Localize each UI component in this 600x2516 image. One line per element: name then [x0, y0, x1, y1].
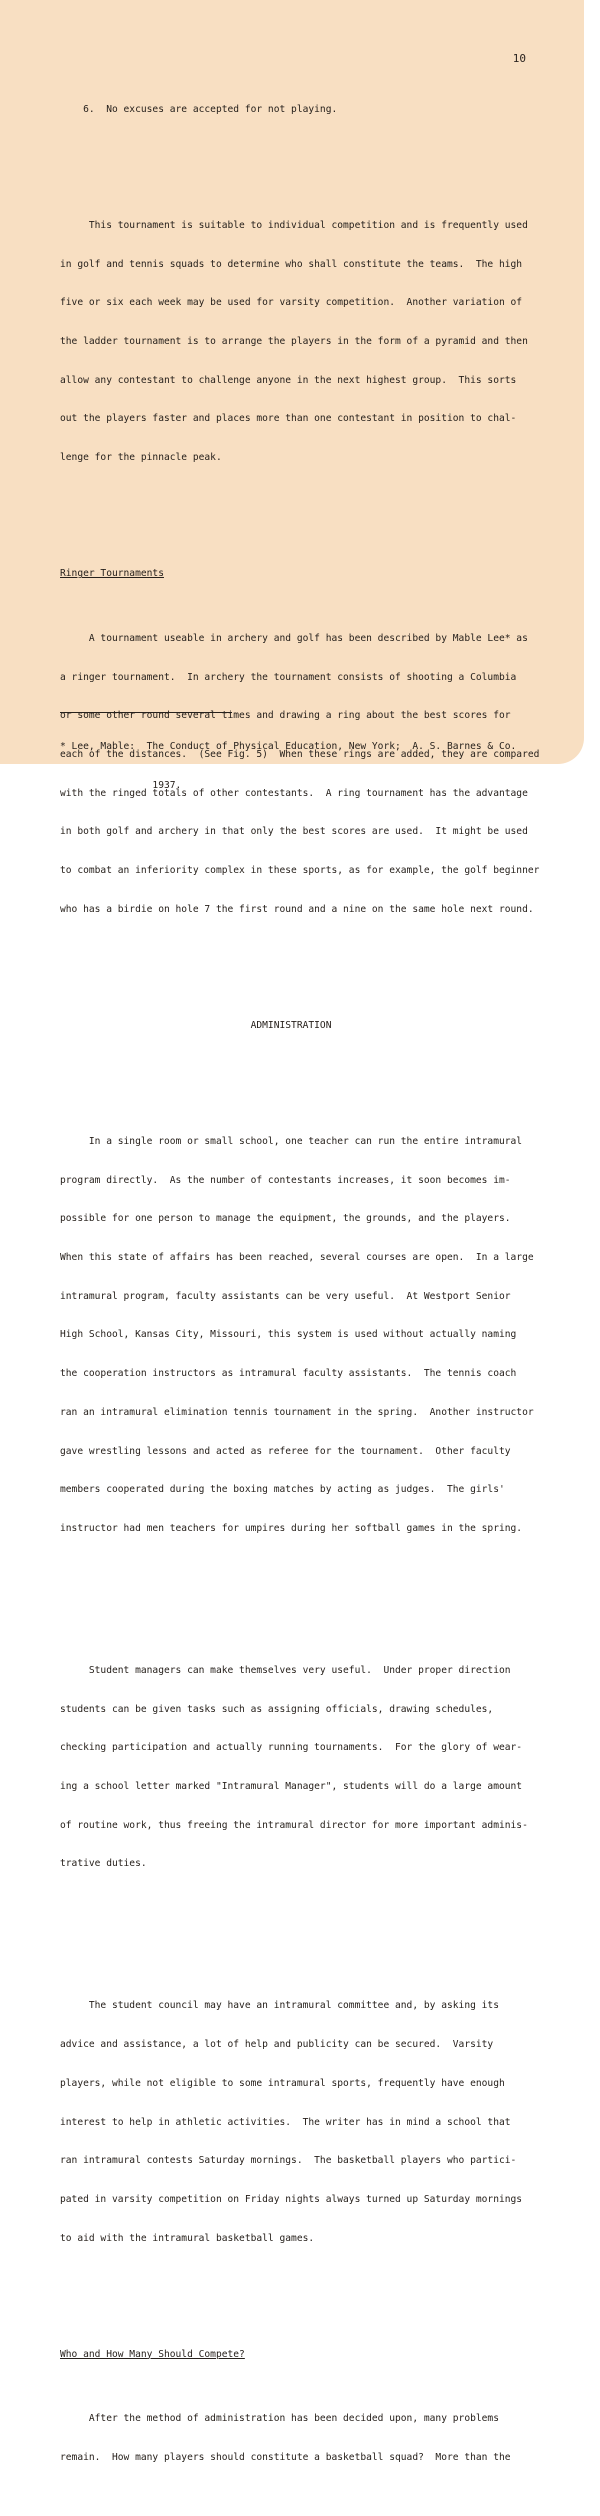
paragraph-admin-2 [60, 1639, 540, 1897]
text-line: ran intramural contests Saturday mornings. The basketball players who partici- [60, 2155, 517, 2167]
text-line: to aid with the intramural basketball games. [60, 2232, 315, 2244]
text-line: members cooperated during the boxing matches by acting as judges. The girls' [60, 1484, 505, 1496]
text-line: in golf and tennis squads to determine who shall constitute the teams. The high [60, 258, 523, 270]
heading-ringer-tournaments: Ringer Tournaments [60, 568, 164, 580]
footnote-divider [60, 712, 232, 713]
text-line: In a single room or small school, one teacher can run the entire intramural [60, 1135, 523, 1147]
list-item-6: 6. No excuses are accepted for not playing. [60, 103, 338, 115]
text-line: After the method of administration has been decided upon, many problems [60, 2413, 499, 2425]
blank-line [60, 1923, 540, 1936]
text-line: who has a birdie on hole 7 the first round and a nine on the same hole next round. [60, 903, 534, 915]
text-line: in both golf and archery in that only the best scores are used. It might be used [60, 826, 528, 838]
text-line: intramural program, faculty assistants can be very useful. At Westport Senior [60, 1290, 511, 1302]
body-text [60, 78, 540, 2516]
text-line: A tournament useable in archery and golf has been described by Mable Lee* as [60, 632, 528, 644]
blank-line [60, 517, 540, 530]
text-line: lenge for the pinnacle peak. [60, 452, 222, 464]
text-line: When this state of affairs has been reached, several courses are open. In a large [60, 1252, 534, 1264]
heading-administration: ADMINISTRATION [60, 1019, 332, 1031]
text-line: program directly. As the number of contestants increases, it soon becomes im- [60, 1174, 511, 1186]
text-line: or some other round several times and drawing a ring about the best scores for [60, 710, 511, 722]
blank-line [60, 143, 540, 156]
page-number: 10 [512, 52, 526, 65]
blank-line [60, 1059, 540, 1072]
text-line: gave wrestling lessons and acted as referee for the tournament. Other faculty [60, 1445, 511, 1457]
text-line: out the players faster and places more than one contestant in position to chal- [60, 413, 517, 425]
text-line: The student council may have an intramural committee and, by asking its [60, 2000, 499, 2012]
text-line: instructor had men teachers for umpires during her softball games in the spring. [60, 1523, 523, 1534]
text-line: This tournament is suitable to individual competition and is frequently used [60, 219, 528, 231]
text-line: allow any contestant to challenge anyone in the next highest group. This sorts [60, 374, 517, 386]
text-line: the ladder tournament is to arrange the players in the form of a pyramid and then [60, 336, 528, 348]
blank-line [60, 1588, 540, 1601]
text-line: to combat an inferiority complex in these sports, as for example, the golf beginner [60, 865, 540, 877]
text-line: students can be given tasks such as assigning officials, drawing schedules, [60, 1703, 494, 1715]
text-line: players, while not eligible to some intramural sports, frequently have enough [60, 2077, 505, 2089]
text-line: possible for one person to manage the equipment, the grounds, and the players. [60, 1213, 511, 1225]
text-line: trative duties. [60, 1858, 147, 1870]
paragraph-who [60, 2387, 540, 2490]
heading-who-should-compete: Who and How Many Should Compete? [60, 2348, 245, 2360]
text-line: the cooperation instructors as intramural faculty assistants. The tennis coach [60, 1368, 517, 1380]
text-line: ran an intramural elimination tennis tournament in the spring. Another instructor [60, 1406, 534, 1418]
text-line: of routine work, thus freeing the intramural director for more important adminis- [60, 1819, 528, 1831]
text-line: advice and assistance, a lot of help and publicity can be secured. Varsity [60, 2039, 494, 2051]
text-line: High School, Kansas City, Missouri, this system is used without actually naming [60, 1329, 517, 1341]
text-line: with the ringed totals of other contestants. A ring tournament has the advantage [60, 787, 528, 799]
paragraph-admin-3 [60, 1975, 540, 2272]
footnote-line: 1937. [60, 779, 182, 791]
text-line: checking participation and actually running tournaments. For the glory of wear- [60, 1742, 523, 1754]
text-line: a ringer tournament. In archery the tournament consists of shooting a Columbia [60, 671, 517, 683]
text-line: remain. How many players should constitute a basketball squad? More than the [60, 2451, 511, 2463]
paragraph-ladder [60, 194, 540, 491]
blank-line [60, 968, 540, 981]
text-line: five or six each week may be used for varsity competition. Another variation of [60, 297, 523, 309]
blank-line [60, 2297, 540, 2310]
footnote-line: * Lee, Mable: The Conduct of Physical Education, New York; A. S. Barnes & Co. [60, 740, 517, 752]
text-line: interest to help in athletic activities. The writer has in mind a school that [60, 2116, 511, 2128]
text-line: each of the distances. (See Fig. 5) When these rings are added, they are compared [60, 748, 540, 760]
text-line: ing a school letter marked "Intramural Manager", students will do a large amount [60, 1781, 523, 1793]
text-line: pated in varsity competition on Friday nights always turned up Saturday mornings [60, 2193, 523, 2205]
text-line: Student managers can make themselves very useful. Under proper direction [60, 1664, 511, 1676]
paragraph-admin-1 [60, 1110, 540, 1562]
footnote [60, 715, 516, 818]
